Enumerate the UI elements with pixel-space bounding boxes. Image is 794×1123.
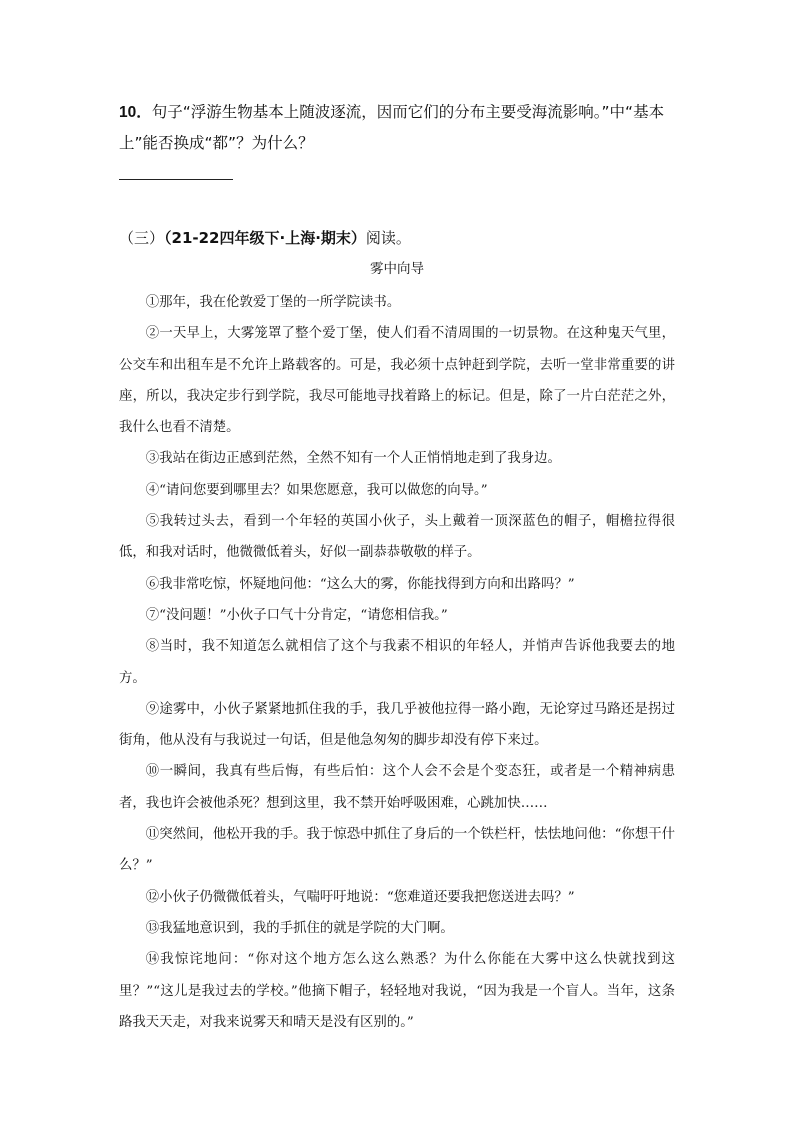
section-marker: （三） xyxy=(119,229,165,247)
paragraph: ⑧当时，我不知道怎么就相信了这个与我素不相识的年轻人，并悄声告诉他我要去的地方。 xyxy=(119,639,675,686)
answer-blank-line xyxy=(119,179,233,180)
paragraph: ③我站在街边正感到茫然，全然不知有一个人正悄悄地走到了我身边。 xyxy=(145,451,561,467)
paragraph: ⑩一瞬间，我真有些后悔，有些后怕：这个人会不会是个变态狂，或者是一个精神病患者，我也许会被他杀死？想到这里，我不禁开始呼吸困难，心跳加快…… xyxy=(119,764,675,811)
paragraph: ⑥我非常吃惊，怀疑地问他：“这么大的雾，你能找得到方向和出路吗？” xyxy=(145,576,575,592)
section-heading xyxy=(119,227,411,249)
paragraph: ⑤我转过头去，看到一个年轻的英国小伙子，头上戴着一顶深蓝色的帽子，帽檐拉得很低，和我对话时，他微微低着头，好似一副恭恭敬敬的样子。 xyxy=(119,514,675,561)
paragraph: ⑬我猛地意识到，我的手抓住的就是学院的大门啊。 xyxy=(145,920,454,936)
section-source: （21-22四年级下·上海·期末） xyxy=(164,229,366,247)
paragraph: ⑦“没问题！”小伙子口气十分肯定，“请您相信我。” xyxy=(145,607,448,623)
question-text: 句子“浮游生物基本上随波逐流，因而它们的分布主要受海流影响。”中“基本上”能否换成“都”？为什么？ xyxy=(119,103,665,152)
article-title: 雾中向导 xyxy=(370,261,424,277)
article-body xyxy=(119,287,675,1038)
paragraph: ⑭我惊诧地问：“你对这个地方怎么这么熟悉？为什么你能在大雾中这么快就找到这里？”“这儿是我过去的学校。”他摘下帽子，轻轻地对我说，“因为我是一个盲人。当年，这条路我天天走，对我来说雾天和晴天是没有区别的。” xyxy=(119,952,675,1030)
question-10 xyxy=(119,97,679,159)
question-number: 10． xyxy=(119,104,152,121)
paragraph: ⑫小伙子仍微微低着头，气喘吁吁地说：“您难道还要我把您送进去吗？” xyxy=(145,889,575,905)
paragraph: ②一天早上，大雾笼罩了整个爱丁堡，使人们看不清周围的一切景物。在这种鬼天气里，公交车和出租车是不允许上路载客的。可是，我必须十点钟赶到学院，去听一堂非常重要的讲座，所以，我决定步行到学院，我尽可能地寻找着路上的标记。但是，除了一片白茫茫之外，我什么也看不清楚。 xyxy=(119,326,675,436)
paragraph: ④“请问您要到哪里去？如果您愿意，我可以做您的向导。” xyxy=(145,482,488,498)
section-instruction: 阅读。 xyxy=(365,229,411,247)
paragraph: ①那年，我在伦敦爱丁堡的一所学院读书。 xyxy=(145,295,401,310)
paragraph: ⑪突然间，他松开我的手。我于惊恐中抓住了身后的一个铁栏杆，怯怯地问他：“你想干什么？” xyxy=(119,827,675,874)
paragraph: ⑨途雾中，小伙子紧紧地抓住我的手，我几乎被他拉得一路小跑，无论穿过马路还是拐过街角，他从没有与我说过一句话，但是他急匆匆的脚步却没有停下来过。 xyxy=(119,701,675,749)
